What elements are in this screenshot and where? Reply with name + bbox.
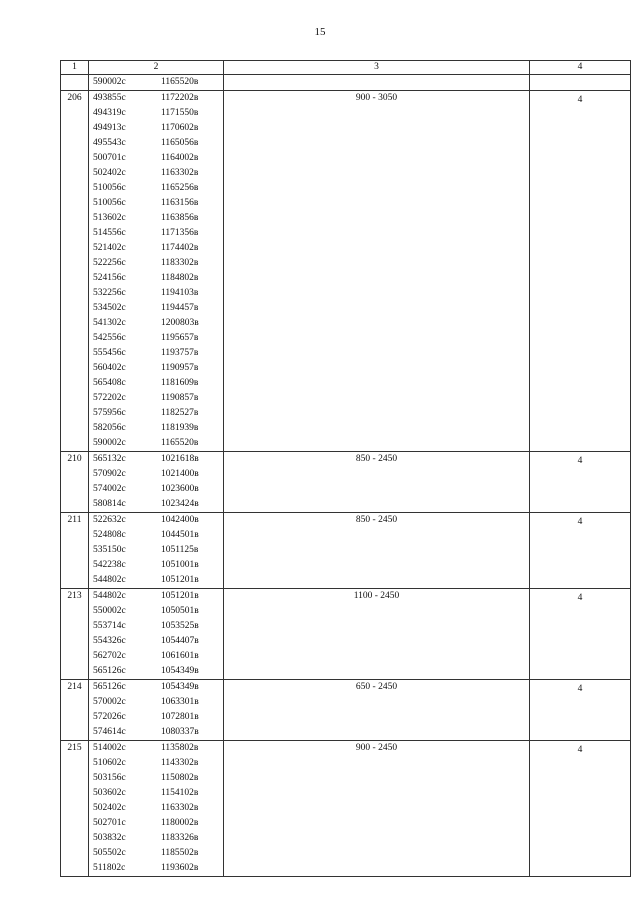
longitude-value: 1165256в xyxy=(161,183,199,193)
coordinate-pair xyxy=(93,361,223,376)
latitude-value: 590002c xyxy=(93,438,126,448)
longitude-value: 1051201в xyxy=(161,575,199,585)
latitude-value: 532256c xyxy=(93,288,126,298)
altitude-range: 650 - 2450 xyxy=(224,680,530,741)
longitude-value: 1163302в xyxy=(161,803,199,813)
latitude-value: 502402c xyxy=(93,168,126,178)
coordinate-pair xyxy=(93,301,223,316)
row-id: 214 xyxy=(61,680,89,741)
coordinate-pair xyxy=(93,771,223,786)
latitude-value: 580814c xyxy=(93,499,126,509)
row-id xyxy=(61,75,89,91)
header-col-1: 1 xyxy=(61,61,89,75)
coordinate-pair xyxy=(93,741,223,756)
coordinate-pair xyxy=(93,649,223,664)
latitude-value: 542238c xyxy=(93,560,126,570)
table-row xyxy=(61,589,631,680)
table-body xyxy=(61,75,631,877)
coordinate-pair xyxy=(93,513,223,528)
column-4-value: 4 xyxy=(530,452,631,513)
longitude-value: 1200803в xyxy=(161,318,199,328)
longitude-value: 1163302в xyxy=(161,168,199,178)
coordinate-pair xyxy=(93,680,223,695)
longitude-value: 1182527в xyxy=(161,408,199,418)
header-col-2: 2 xyxy=(89,61,224,75)
longitude-value: 1171356в xyxy=(161,228,199,238)
coordinate-pair xyxy=(93,801,223,816)
latitude-value: 510056c xyxy=(93,183,126,193)
latitude-value: 502402c xyxy=(93,803,126,813)
longitude-value: 1183326в xyxy=(161,833,199,843)
latitude-value: 560402c xyxy=(93,363,126,373)
latitude-value: 505502c xyxy=(93,848,126,858)
latitude-value: 565126c xyxy=(93,666,126,676)
longitude-value: 1174402в xyxy=(161,243,199,253)
column-4-value: 4 xyxy=(530,741,631,877)
coordinate-pair xyxy=(93,528,223,543)
coordinate-pair xyxy=(93,452,223,467)
longitude-value: 1044501в xyxy=(161,530,199,540)
longitude-value: 1054349в xyxy=(161,682,199,692)
latitude-value: 541302c xyxy=(93,318,126,328)
coordinates-table xyxy=(60,60,631,877)
longitude-value: 1072801в xyxy=(161,712,199,722)
coordinate-pair xyxy=(93,166,223,181)
coordinate-pair xyxy=(93,786,223,801)
header-col-4: 4 xyxy=(530,61,631,75)
coordinate-pair xyxy=(93,467,223,482)
latitude-value: 562702c xyxy=(93,651,126,661)
latitude-value: 534502c xyxy=(93,303,126,313)
coordinate-pair xyxy=(93,664,223,679)
coordinate-pair xyxy=(93,497,223,512)
coordinate-pair xyxy=(93,436,223,451)
latitude-value: 522256c xyxy=(93,258,126,268)
coordinate-list xyxy=(89,452,224,513)
latitude-value: 503156c xyxy=(93,773,126,783)
latitude-value: 590002c xyxy=(93,77,126,87)
longitude-value: 1061601в xyxy=(161,651,199,661)
altitude-range: 1100 - 2450 xyxy=(224,589,530,680)
coordinate-pair xyxy=(93,316,223,331)
latitude-value: 510056c xyxy=(93,198,126,208)
longitude-value: 1190857в xyxy=(161,393,199,403)
coordinate-pair xyxy=(93,861,223,876)
latitude-value: 575956c xyxy=(93,408,126,418)
latitude-value: 572202c xyxy=(93,393,126,403)
coordinate-pair xyxy=(93,256,223,271)
longitude-value: 1163156в xyxy=(161,198,199,208)
longitude-value: 1184802в xyxy=(161,273,199,283)
row-id: 206 xyxy=(61,91,89,452)
latitude-value: 524808c xyxy=(93,530,126,540)
coordinate-pair xyxy=(93,136,223,151)
page-number: 15 xyxy=(314,26,326,38)
latitude-value: 555456c xyxy=(93,348,126,358)
coordinate-pair xyxy=(93,482,223,497)
coordinate-pair xyxy=(93,604,223,619)
longitude-value: 1165520в xyxy=(161,438,199,448)
coordinate-pair xyxy=(93,75,223,90)
coordinate-pair xyxy=(93,151,223,166)
coordinate-pair xyxy=(93,558,223,573)
altitude-range: 900 - 3050 xyxy=(224,91,530,452)
latitude-value: 493855c xyxy=(93,93,126,103)
coordinate-list xyxy=(89,513,224,589)
coordinate-pair xyxy=(93,106,223,121)
table-row xyxy=(61,75,631,91)
altitude-range: 900 - 2450 xyxy=(224,741,530,877)
header-row xyxy=(61,61,631,75)
table-row xyxy=(61,91,631,452)
coordinate-pair xyxy=(93,816,223,831)
longitude-value: 1053525в xyxy=(161,621,199,631)
longitude-value: 1170602в xyxy=(161,123,199,133)
coordinate-list xyxy=(89,680,224,741)
longitude-value: 1051125в xyxy=(161,545,199,555)
longitude-value: 1181939в xyxy=(161,423,199,433)
row-id: 210 xyxy=(61,452,89,513)
row-id: 211 xyxy=(61,513,89,589)
latitude-value: 503602c xyxy=(93,788,126,798)
latitude-value: 503832c xyxy=(93,833,126,843)
longitude-value: 1165056в xyxy=(161,138,199,148)
latitude-value: 510602c xyxy=(93,758,126,768)
coordinate-pair xyxy=(93,421,223,436)
longitude-value: 1021618в xyxy=(161,454,199,464)
longitude-value: 1150802в xyxy=(161,773,199,783)
longitude-value: 1080337в xyxy=(161,727,199,737)
coordinate-pair xyxy=(93,619,223,634)
latitude-value: 535150c xyxy=(93,545,126,555)
coordinate-pair xyxy=(93,589,223,604)
longitude-value: 1023600в xyxy=(161,484,199,494)
latitude-value: 542556c xyxy=(93,333,126,343)
coordinate-pair xyxy=(93,271,223,286)
latitude-value: 514556c xyxy=(93,228,126,238)
longitude-value: 1190957в xyxy=(161,363,199,373)
latitude-value: 494913c xyxy=(93,123,126,133)
coordinate-pair xyxy=(93,196,223,211)
coordinate-list xyxy=(89,91,224,452)
latitude-value: 570902c xyxy=(93,469,126,479)
longitude-value: 1023424в xyxy=(161,499,199,509)
latitude-value: 554326c xyxy=(93,636,126,646)
longitude-value: 1180002в xyxy=(161,818,199,828)
coordinate-pair xyxy=(93,376,223,391)
column-4-value: 4 xyxy=(530,91,631,452)
coordinate-list xyxy=(89,741,224,877)
longitude-value: 1021400в xyxy=(161,469,199,479)
latitude-value: 544802c xyxy=(93,591,126,601)
latitude-value: 553714c xyxy=(93,621,126,631)
latitude-value: 514002c xyxy=(93,743,126,753)
table-row xyxy=(61,741,631,877)
latitude-value: 494319c xyxy=(93,108,126,118)
latitude-value: 500701c xyxy=(93,153,126,163)
coordinate-pair xyxy=(93,846,223,861)
longitude-value: 1172202в xyxy=(161,93,199,103)
altitude-range: 850 - 2450 xyxy=(224,513,530,589)
longitude-value: 1050501в xyxy=(161,606,199,616)
latitude-value: 524156c xyxy=(93,273,126,283)
coordinate-pair xyxy=(93,634,223,649)
longitude-value: 1193757в xyxy=(161,348,199,358)
longitude-value: 1194457в xyxy=(161,303,199,313)
longitude-value: 1051201в xyxy=(161,591,199,601)
coordinate-list xyxy=(89,589,224,680)
latitude-value: 572026c xyxy=(93,712,126,722)
coordinate-pair xyxy=(93,226,223,241)
coordinate-list xyxy=(89,75,224,91)
longitude-value: 1154102в xyxy=(161,788,199,798)
longitude-value: 1143302в xyxy=(161,758,199,768)
column-4-value: 4 xyxy=(530,513,631,589)
longitude-value: 1165520в xyxy=(161,77,199,87)
coordinate-pair xyxy=(93,121,223,136)
coordinate-pair xyxy=(93,346,223,361)
column-4-value: 4 xyxy=(530,680,631,741)
latitude-value: 495543c xyxy=(93,138,126,148)
latitude-value: 565126c xyxy=(93,682,126,692)
latitude-value: 522632c xyxy=(93,515,126,525)
coordinate-pair xyxy=(93,725,223,740)
coordinate-pair xyxy=(93,331,223,346)
latitude-value: 582056c xyxy=(93,423,126,433)
column-4-value xyxy=(530,75,631,91)
longitude-value: 1063301в xyxy=(161,697,199,707)
longitude-value: 1054407в xyxy=(161,636,199,646)
longitude-value: 1163856в xyxy=(161,213,199,223)
latitude-value: 521402c xyxy=(93,243,126,253)
latitude-value: 570002c xyxy=(93,697,126,707)
column-4-value: 4 xyxy=(530,589,631,680)
longitude-value: 1135802в xyxy=(161,743,199,753)
longitude-value: 1164002в xyxy=(161,153,199,163)
header-col-3: 3 xyxy=(224,61,530,75)
altitude-range: 850 - 2450 xyxy=(224,452,530,513)
longitude-value: 1194103в xyxy=(161,288,199,298)
longitude-value: 1171550в xyxy=(161,108,199,118)
latitude-value: 550002c xyxy=(93,606,126,616)
longitude-value: 1042400в xyxy=(161,515,199,525)
latitude-value: 565132c xyxy=(93,454,126,464)
row-id: 213 xyxy=(61,589,89,680)
longitude-value: 1193602в xyxy=(161,863,199,873)
longitude-value: 1183302в xyxy=(161,258,199,268)
latitude-value: 513602c xyxy=(93,213,126,223)
longitude-value: 1195657в xyxy=(161,333,199,343)
table-row xyxy=(61,680,631,741)
coordinate-pair xyxy=(93,695,223,710)
coordinate-pair xyxy=(93,406,223,421)
coordinate-pair xyxy=(93,286,223,301)
coordinate-pair xyxy=(93,573,223,588)
longitude-value: 1185502в xyxy=(161,848,199,858)
table-row xyxy=(61,452,631,513)
latitude-value: 544802c xyxy=(93,575,126,585)
coordinate-pair xyxy=(93,543,223,558)
altitude-range xyxy=(224,75,530,91)
coordinate-pair xyxy=(93,181,223,196)
table-row xyxy=(61,513,631,589)
coordinate-pair xyxy=(93,831,223,846)
latitude-value: 565408c xyxy=(93,378,126,388)
coordinate-pair xyxy=(93,391,223,406)
coordinate-pair xyxy=(93,756,223,771)
coordinate-pair xyxy=(93,91,223,106)
row-id: 215 xyxy=(61,741,89,877)
longitude-value: 1181609в xyxy=(161,378,199,388)
coordinate-pair xyxy=(93,211,223,226)
coordinate-pair xyxy=(93,710,223,725)
latitude-value: 511802c xyxy=(93,863,126,873)
longitude-value: 1054349в xyxy=(161,666,199,676)
latitude-value: 574614c xyxy=(93,727,126,737)
longitude-value: 1051001в xyxy=(161,560,199,570)
latitude-value: 574002c xyxy=(93,484,126,494)
coordinate-pair xyxy=(93,241,223,256)
latitude-value: 502701c xyxy=(93,818,126,828)
